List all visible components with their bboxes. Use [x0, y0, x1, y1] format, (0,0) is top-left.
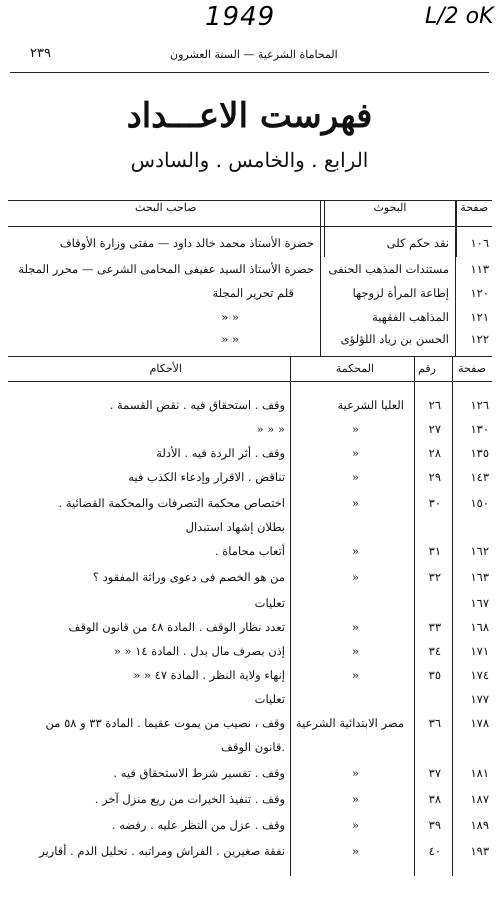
ruling-court: « [351, 422, 359, 436]
ruling-description: اختصاص محكمة التصرفات والمحكمة القضائية . [58, 496, 285, 510]
ruling-description: تعليات [254, 692, 285, 706]
ruling-description: وقف ، نصيب من يموت عقيما . المادة ٣٣ و ٥٨ من [45, 716, 285, 730]
handwritten-mark: L/2 oK [425, 4, 494, 29]
ruling-court: « [351, 792, 359, 806]
ruling-number: ٣٣ [428, 620, 441, 634]
ruling-number: ٣٥ [428, 668, 441, 682]
ruling-description: تعدد نظار الوقف . المادة ٤٨ من قانون الوقف [68, 620, 285, 634]
ruling-description: من هو الخصم فى دعوى وراثة المفقود ؟ [92, 570, 285, 584]
rulings-header-page: صفحة [458, 362, 486, 375]
ruling-description: وقف . تفسير شرط الاستحقاق فيه . [113, 766, 285, 780]
page-subtitle: الرابع . والخامس . والسادس [130, 148, 369, 172]
ruling-page: ١٦٢ [470, 544, 489, 558]
rulings-header-court: المحكمة [335, 362, 374, 375]
ruling-page: ١٧٧ [470, 692, 489, 706]
article-topic: مستندات المذهب الحنفى [328, 262, 449, 276]
ruling-number: ٢٧ [428, 422, 441, 436]
ruling-court: العليا الشرعية [337, 398, 404, 412]
article-author: حضرة الأستاذ محمد خالد داود — مفتى وزارة الأوقاف [59, 236, 314, 250]
rulings-vline-2 [414, 356, 415, 876]
ruling-description: إنهاء ولاية النظر . المادة ٤٧ « « [133, 668, 285, 682]
ruling-page: ١٧٤ [470, 668, 489, 682]
ruling-court: « [351, 496, 359, 510]
ruling-page: ١٧١ [470, 644, 489, 658]
col-header-author: صاحب البحث [8, 201, 324, 227]
article-page: ١٢١ [470, 310, 489, 324]
ruling-page: ١٦٣ [470, 570, 489, 584]
article-topic: المذاهب الفقهية [372, 310, 449, 324]
ruling-page: ١٦٨ [470, 620, 489, 634]
ruling-number: ٣٠ [428, 496, 441, 510]
article-page: ١١٣ [470, 262, 489, 276]
ruling-description: تناقض . الاقرار وإدعاء الكذب فيه [128, 470, 285, 484]
ruling-number: ٣١ [428, 544, 441, 558]
ruling-description: بطلان إشهاد استبدال [185, 520, 285, 534]
articles-vline-2 [320, 200, 321, 356]
rulings-header-ruling: الأحكام [149, 362, 182, 375]
ruling-number: ٣٤ [428, 644, 441, 658]
ruling-court: « [351, 570, 359, 584]
ruling-page: ١٦٧ [470, 596, 489, 610]
ruling-description: وقف . تنفيذ الخيرات من ريع منزل آخر . [94, 792, 285, 806]
ruling-page: ١٨١ [470, 766, 489, 780]
ruling-description: وقف . عزل من النظر عليه . رفضه . [111, 818, 285, 832]
ruling-page: ١٥٠ [470, 496, 489, 510]
ruling-court: « [351, 620, 359, 634]
ruling-number: ٣٦ [428, 716, 441, 730]
ruling-description: « « « [256, 422, 285, 436]
ruling-description: وقف . استحقاق فيه . نقض القسمة . [109, 398, 285, 412]
col-header-topic: البحوث [324, 201, 456, 227]
ruling-court: « [351, 818, 359, 832]
ruling-number: ٣٩ [428, 818, 441, 832]
ruling-number: ٤٠ [428, 844, 441, 858]
header-divider [10, 72, 489, 73]
article-page: ١٢٠ [470, 286, 489, 300]
ruling-page: ١٨٧ [470, 792, 489, 806]
ruling-court: « [351, 766, 359, 780]
rulings-header [8, 356, 492, 382]
article-author: « « [221, 332, 239, 346]
page-title: فهرست الاعـــداد [126, 96, 373, 136]
ruling-description: إذن بصرف مال بدل . المادة ١٤ « « [113, 644, 285, 658]
ruling-description: أتعاب محاماة . [214, 544, 285, 558]
ruling-court: « [351, 668, 359, 682]
article-page: ١٢٢ [470, 332, 489, 346]
ruling-page: ١٨٩ [470, 818, 489, 832]
ruling-court: « [351, 470, 359, 484]
ruling-page: ١٣٠ [470, 422, 489, 436]
article-author: حضرة الأستاذ السيد عفيفى المحامى الشرعى — محرر المجلة [18, 262, 314, 276]
ruling-number: ٢٨ [428, 446, 441, 460]
ruling-court: « [351, 544, 359, 558]
ruling-description: وقف . أثر الردة فيه . الأدلة [156, 446, 285, 460]
article-topic: نقد حكم كلى [386, 236, 449, 250]
rulings-header-num: رقم [418, 362, 436, 375]
ruling-number: ٣٨ [428, 792, 441, 806]
col-header-page: صفحة [456, 201, 492, 227]
article-author: « « [221, 310, 239, 324]
ruling-court: « [351, 446, 359, 460]
ruling-page: ١٣٥ [470, 446, 489, 460]
ruling-page: ١٢٦ [470, 398, 489, 412]
ruling-number: ٣٢ [428, 570, 441, 584]
article-page: ١٠٦ [470, 236, 489, 250]
ruling-description: تعليات [254, 596, 285, 610]
ruling-court: مصر الابتدائية الشرعية [295, 716, 404, 730]
article-topic: الحسن بن زياد اللؤلؤى [340, 332, 449, 346]
article-topic: إطاعة المرأة لزوجها [352, 286, 449, 300]
articles-vline-1 [455, 200, 456, 356]
ruling-number: ٢٩ [428, 470, 441, 484]
page-number: ٢٣٩ [30, 46, 51, 61]
ruling-court: « [351, 644, 359, 658]
ruling-description: .قانون الوقف [221, 740, 285, 754]
handwritten-year: 1949 [205, 2, 276, 32]
ruling-page: ١٩٣ [470, 844, 489, 858]
article-author: قلم تحرير المجلة [212, 286, 294, 300]
ruling-description: نفقة صغيرين . الفراش ومراتبه . تحليل الدم . أقارير [39, 844, 285, 858]
rulings-vline-3 [290, 356, 291, 876]
running-header-title: المحاماة الشرعية — السنة العشرون [170, 48, 338, 61]
rulings-vline-1 [452, 356, 453, 876]
ruling-court: « [351, 844, 359, 858]
ruling-number: ٣٧ [428, 766, 441, 780]
ruling-page: ١٤٣ [470, 470, 489, 484]
ruling-page: ١٧٨ [470, 716, 489, 730]
ruling-number: ٢٦ [428, 398, 441, 412]
